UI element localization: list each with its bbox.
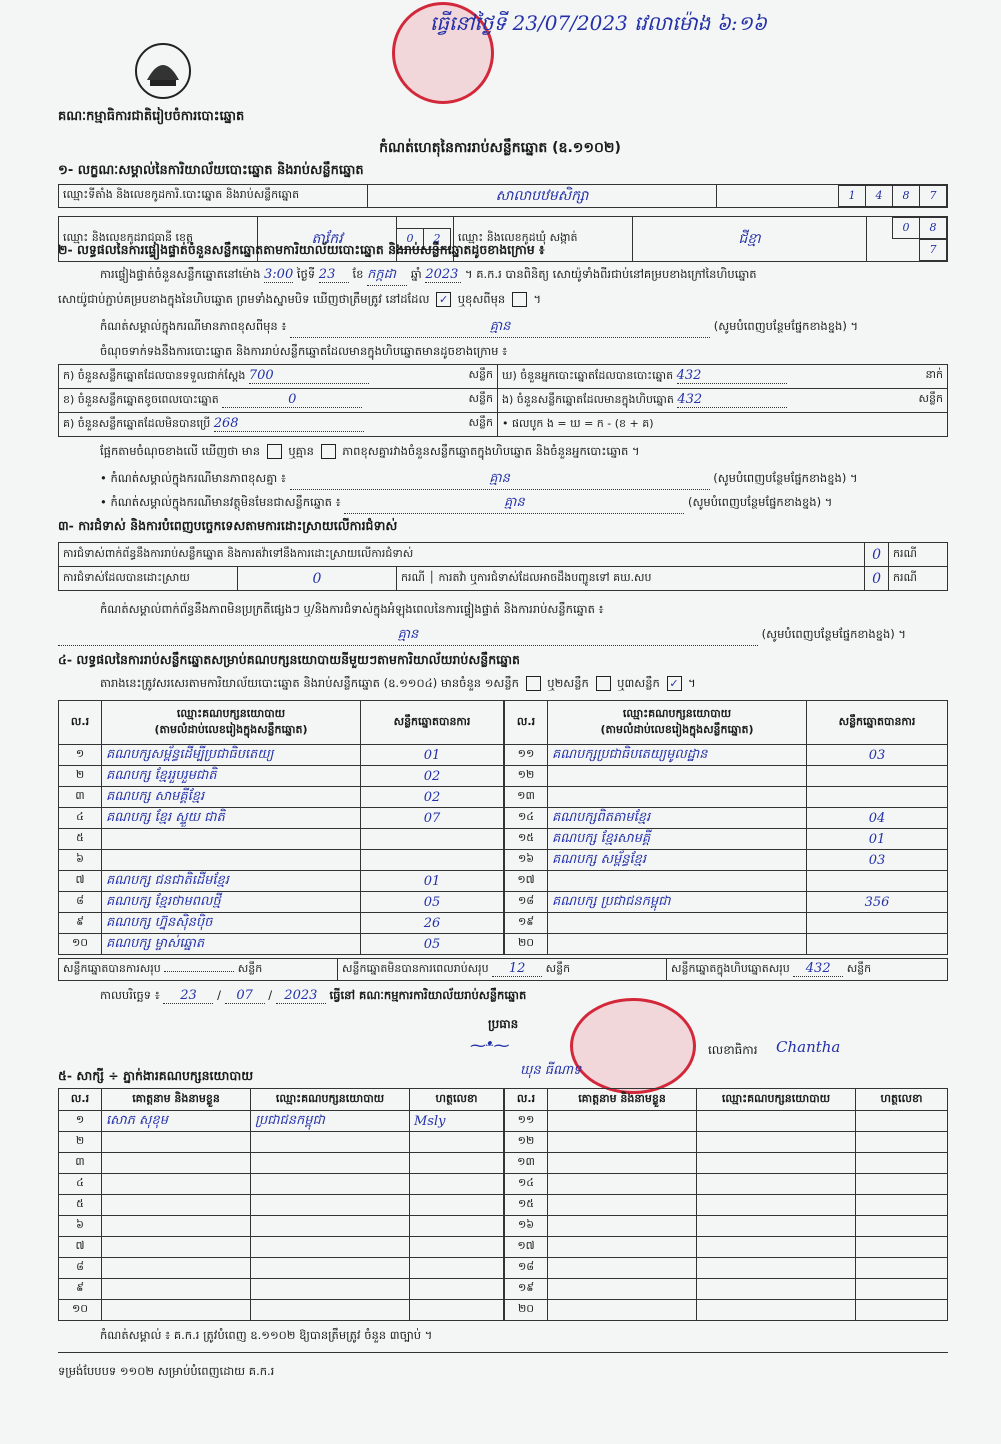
section5-heading: ៥- សាក្សី ÷ ភ្នាក់ងារគណបក្សនយោបាយ: [58, 1068, 254, 1083]
table-cell: Msly: [410, 1111, 504, 1132]
table-cell: [102, 829, 361, 850]
table-cell: 04: [807, 808, 948, 829]
table-cell: ១០: [59, 1300, 102, 1321]
table-row: [59, 1153, 504, 1174]
table-cell: [548, 1132, 697, 1153]
table-row: [505, 1216, 948, 1237]
s1-row2-label: ឈ្មោះ និងលេខកូដរាជធានី ខេត្ត: [59, 217, 258, 262]
s1-row1-label: ឈ្មោះទីតាំង និងលេខកូដការិ.បោះឆ្នោត និងរាប់សន្លឹកឆ្នោត: [59, 185, 368, 208]
table-cell: [251, 1237, 410, 1258]
footer-note: កំណត់សម្គាល់ ៖ គ.ក.រ ត្រូវបំពេញ ឧ.១១០២ ឱ្យបានត្រឹមត្រូវ ចំនួន ៣ច្បាប់ ។: [100, 1328, 433, 1342]
table-row: [59, 745, 504, 766]
table-row: [59, 1237, 504, 1258]
table-cell: [697, 1237, 856, 1258]
table-cell: ១៨: [505, 892, 548, 913]
table-cell: [251, 1258, 410, 1279]
table-cell: [410, 1237, 504, 1258]
table-cell: ៩: [59, 1279, 102, 1300]
table-row: [59, 850, 504, 871]
table-cell: ១៥: [505, 1195, 548, 1216]
table-cell: [102, 1132, 251, 1153]
s2-intro-counts: ចំណុចទាក់ទងនឹងការបោះឆ្នោត និងការរាប់សន្លឹកឆ្នោតដែលមានក្នុងហិបឆ្នោតមានដូចខាងក្រោម ៖: [100, 344, 508, 358]
compare-no-checkbox[interactable]: [321, 444, 336, 459]
s2-compare: ផ្អែកតាមចំណុចខាងលើ ឃើញថា មាន ឬគ្មាន ភាពខុសគ្នារវាងចំនួនសន្លឹកឆ្នោតក្នុងហិបឆ្នោត និងចំនួនអ្នកបោះឆ្នោត ។: [100, 444, 640, 458]
witness-table-left: ល.រ គោត្តនាម និងនាមខ្លួន ឈ្មោះគណបក្សនយោបាយ ហត្ថលេខា ១ សោភ សុខុម ប្រជាជនកម្ពុជា Msly ២ ៣ ៤ ៥ ៦ ៧ ៨ ៩ ១០: [58, 1088, 504, 1321]
table-cell: គណបក្ស ខ្មែរថាមពលថ្មី: [102, 892, 361, 913]
table-cell: ៤: [59, 808, 102, 829]
table-cell: ៣: [59, 1153, 102, 1174]
table-row: [505, 1153, 948, 1174]
table-cell: ៩: [59, 913, 102, 934]
table-cell: ៨: [59, 892, 102, 913]
table-cell: [548, 1153, 697, 1174]
table-row: [505, 1132, 948, 1153]
total-in-box: សន្លឹកឆ្នោតក្នុងហិបឆ្នោតសរុប 432 សន្លឹក: [667, 959, 948, 981]
count-a: ក) ចំនួនសន្លឹកឆ្នោតដែលបានទទួលជាក់ស្តែង 700 សន្លឹក: [59, 365, 498, 389]
table-row: [505, 766, 948, 787]
results-table-left: ល.រ ឈ្មោះគណបក្សនយោបាយ (តាមលំដាប់លេខរៀងក្នុងសន្លឹកឆ្នោត) សន្លឹកឆ្នោតបានការ ១ គណបក្សសម្ព័ន្ធដើម្បីប្រជាធិបតេយ្យ 01 ២ គណបក្ស ខ្មែររួបរួមជាតិ 02 ៣ គណបក្ស សាមគ្គីខ្មែរ 02 ៤ គណបក្ស ខ្មែរ ស្ទួយ ជាតិ 07 ៥ ៦ ៧ គណបក្ស ជនជាតិដើមខ្មែរ 01 ៨ គណបក្ស ខ្មែរថាមពលថ្មី 05 ៩ គណបក្ស ហ្វ៊ុនស៊ិនប៉ិច 26 ១០ គណបក្ស ម្ចាស់ឆ្នោត 05: [58, 700, 504, 955]
table-cell: គណបក្ស សម្ព័ន្ធខ្មែរ: [548, 850, 807, 871]
table-cell: [856, 1237, 948, 1258]
table-row: [505, 850, 948, 871]
table-cell: [697, 1279, 856, 1300]
table-cell: 07: [361, 808, 504, 829]
s2-bullet2: • កំណត់សម្គាល់ក្នុងករណីមានវត្ថុមិនមែនជាសន្លឹកឆ្នោត ៖ គ្មាន (សូមបំពេញបន្ថែមផ្នែកខាងខ្នង) ។: [100, 494, 832, 514]
table-cell: ១១: [505, 1111, 548, 1132]
table-row: [59, 892, 504, 913]
table-cell: [251, 1300, 410, 1321]
table-row: [505, 787, 948, 808]
s2-para1: ការផ្ទៀងផ្ទាត់ចំនួនសន្លឹកឆ្នោតនៅម៉ោង 3:00 ថ្ងៃទី 23 ខែ កក្កដា ឆ្នាំ 2023 ។ គ.ក.រ បានពិនិត្យ សោយ៉ូទាំងពីរជាប់នៅគម្របខាងក្រៅនៃហិបឆ្នោត: [100, 266, 757, 286]
committee-name: គណៈកម្មាធិការជាតិរៀបចំការបោះឆ្នោត: [58, 109, 245, 124]
table-cell: ១៧: [505, 1237, 548, 1258]
table-cell: [410, 1195, 504, 1216]
table-cell: ៨: [59, 1258, 102, 1279]
table-cell: [361, 829, 504, 850]
table-row: [59, 1195, 504, 1216]
count-formula: • ផលបូក ង = ឃ = ក - (ខ + គ): [498, 413, 948, 437]
table-cell: [102, 850, 361, 871]
table-cell: 03: [807, 850, 948, 871]
table-cell: [548, 1300, 697, 1321]
table-cell: គណបក្ស សាមគ្គីខ្មែរ: [102, 787, 361, 808]
table-cell: [410, 1300, 504, 1321]
table-row: [505, 1237, 948, 1258]
table-cell: ២០: [505, 1300, 548, 1321]
table-cell: [807, 787, 948, 808]
table-cell: ៧: [59, 1237, 102, 1258]
s3-row2-value: 0: [238, 567, 397, 591]
table-row: [505, 1174, 948, 1195]
footer-divider: [58, 1352, 948, 1353]
chair-signature: ⁓ᵜ⁓: [470, 1036, 510, 1055]
total-valid: សន្លឹកឆ្នោតបានការសរុប សន្លឹក: [59, 959, 338, 981]
table-cell: [697, 1153, 856, 1174]
s3-row1-value: 0: [865, 543, 889, 567]
table-row: [59, 913, 504, 934]
table-cell: [548, 1216, 697, 1237]
table-cell: [697, 1111, 856, 1132]
s1-row2-commune-value: ជីខ្មា: [633, 217, 867, 262]
sheets-1-checkbox[interactable]: [526, 676, 541, 691]
s2-bullet1: • កំណត់សម្គាល់ក្នុងករណីមានភាពខុសគ្នា ៖ គ្មាន (សូមបំពេញបន្ថែមផ្នែកខាងខ្នង) ។: [100, 470, 858, 490]
secretary-label: លេខាធិការ: [708, 1043, 758, 1057]
s1-row2-value: តាកែវ: [258, 217, 397, 262]
table-cell: ៥: [59, 1195, 102, 1216]
table-cell: គណបក្សពិតតាមខ្មែរ: [548, 808, 807, 829]
table-cell: 02: [361, 766, 504, 787]
table-row: [505, 1195, 948, 1216]
table-cell: 02: [361, 787, 504, 808]
section1-heading: ១- លក្ខណៈសម្គាល់នៃការិយាល័យបោះឆ្នោត និងរាប់សន្លឹកឆ្នោត: [58, 163, 364, 178]
s3-row2b-label: ករណី │ ការតវ៉ា ឬការជំទាស់ដែលអាចដឹងបញ្ជូនទៅ គឃ.សប: [397, 567, 865, 591]
table-row: [505, 1300, 948, 1321]
table-cell: [548, 913, 807, 934]
table-cell: [251, 1174, 410, 1195]
table-cell: [856, 1195, 948, 1216]
table-cell: 26: [361, 913, 504, 934]
s3-row2b-value: 0: [865, 567, 889, 591]
table-cell: [410, 1174, 504, 1195]
table-cell: [548, 934, 807, 955]
table-cell: ៦: [59, 1216, 102, 1237]
table-cell: 05: [361, 892, 504, 913]
s2-different-checkbox[interactable]: [512, 292, 527, 307]
table-cell: [251, 1195, 410, 1216]
table-cell: សោភ សុខុម: [102, 1111, 251, 1132]
s2-note: កំណត់សម្គាល់ក្នុងករណីមានភាពខុសពីមុន ៖ គ្មាន (សូមបំពេញបន្ថែមផ្នែកខាងខ្នង) ។: [100, 318, 948, 338]
table-cell: [856, 1279, 948, 1300]
table-row: [505, 913, 948, 934]
table-cell: 01: [807, 829, 948, 850]
table-row: [59, 1300, 504, 1321]
table-row: [505, 1279, 948, 1300]
counts-table: [58, 364, 948, 437]
table-cell: ១២: [505, 1132, 548, 1153]
handwritten-top-note: ធ្វើនៅថ្ងៃទី 23/07/2023 វេលាម៉ោង ៦:១៦: [430, 11, 767, 35]
table-cell: [807, 766, 948, 787]
witness-table-right: ល.រ គោត្តនាម និងនាមខ្លួន ឈ្មោះគណបក្សនយោបាយ ហត្ថលេខា ១១ ១២ ១៣ ១៤ ១៥ ១៦ ១៧ ១៨ ១៩ ២០: [504, 1088, 948, 1321]
sheets-3-checkbox[interactable]: ✓: [667, 676, 682, 691]
table-cell: [410, 1153, 504, 1174]
table-cell: ២: [59, 1132, 102, 1153]
table-cell: [410, 1279, 504, 1300]
table-cell: ៤: [59, 1174, 102, 1195]
count-e: ង) ចំនួនសន្លឹកឆ្នោតដែលមានក្នុងហិបឆ្នោត 432 សន្លឹក: [498, 389, 948, 413]
table-cell: [856, 1132, 948, 1153]
s2-same-checkbox[interactable]: ✓: [436, 292, 451, 307]
table-cell: [102, 1258, 251, 1279]
table-cell: ១៨: [505, 1258, 548, 1279]
table-cell: [102, 1216, 251, 1237]
s1-row1-value: សាលាបឋមសិក្សា: [368, 185, 717, 208]
table-row: [59, 1279, 504, 1300]
total-invalid: សន្លឹកឆ្នោតមិនបានការពេលរាប់សរុប 12 សន្លឹក: [338, 959, 667, 981]
form-title: កំណត់ហេតុនៃការរាប់សន្លឹកឆ្នោត (ឧ.១១០២): [379, 140, 621, 156]
table-row: [505, 871, 948, 892]
s3-note: គ្មាន (សូមបំពេញបន្ថែមផ្នែកខាងខ្នង) ។: [58, 626, 948, 646]
table-cell: គណបក្ស ខ្មែររួបរួមជាតិ: [102, 766, 361, 787]
table-row: [505, 808, 948, 829]
table-cell: [807, 934, 948, 955]
table-row: [505, 892, 948, 913]
table-cell: [697, 1216, 856, 1237]
table-row: [59, 829, 504, 850]
emblem-logo: [132, 40, 194, 102]
table-cell: ១៤: [505, 1174, 548, 1195]
table-cell: [697, 1195, 856, 1216]
table-cell: ១៦: [505, 850, 548, 871]
table-cell: [102, 1279, 251, 1300]
chair-name: ឃុន ធីណាទ: [520, 1063, 582, 1078]
table-cell: [697, 1132, 856, 1153]
count-b: ខ) ចំនួនសន្លឹកឆ្នោតខូចពេលបោះឆ្នោត 0 សន្លឹក: [59, 389, 498, 413]
table-cell: 05: [361, 934, 504, 955]
table-cell: [548, 871, 807, 892]
table-cell: គណបក្សសម្ព័ន្ធដើម្បីប្រជាធិបតេយ្យ: [102, 745, 361, 766]
table-cell: [548, 766, 807, 787]
section3-table: ការជំទាស់ពាក់ព័ន្ធនឹងការរាប់សន្លឹកឆ្នោត និងការតវ៉ាទៅនឹងការដោះស្រាយលើការជំទាស់ 0 ករណី ការជំទាស់ដែលបានដោះស្រាយ 0 ករណី │ ការតវ៉ា ឬការជំទាស់ដែលអាចដឹងបញ្ជូនទៅ គឃ.សប 0 ករណី: [58, 542, 948, 591]
s4-intro: តារាងនេះត្រូវសរសេរតាមការិយាល័យបោះឆ្នោត និងរាប់សន្លឹកឆ្នោត (ឧ.១១០៤) មានចំនួន ១សន្លឹក ឬ២សន្លឹក ឬ៣សន្លឹក ✓ ។: [100, 676, 696, 690]
s2-para2: សោយ៉ូជាប់ភ្ជាប់គម្របខាងក្នុងនៃហិបឆ្នោត ព្រមទាំងស្នាមបិទ ឃើញថាត្រឹមត្រូវ នៅដដែល ✓ ឬខុសពីមុន ។: [58, 292, 542, 306]
table-cell: [251, 1216, 410, 1237]
table-cell: ៦: [59, 850, 102, 871]
table-cell: ៣: [59, 787, 102, 808]
table-cell: [697, 1300, 856, 1321]
table-cell: ១៤: [505, 808, 548, 829]
table-row: [505, 1111, 948, 1132]
table-row: [59, 808, 504, 829]
table-cell: ១៥: [505, 829, 548, 850]
table-cell: គណបក្ស ប្រជាជនកម្ពុជា: [548, 892, 807, 913]
table-cell: គណបក្ស ខ្មែរសាមគ្គី: [548, 829, 807, 850]
section2-heading: ២- លទ្ធផលនៃការផ្ទៀងផ្ទាត់ចំនួនសន្លឹកឆ្នោតតាមការិយាល័យបោះឆ្នោត និងរាប់សន្លឹកឆ្នោតដូចខាងក្រោម ៖: [58, 242, 545, 257]
table-cell: [856, 1111, 948, 1132]
table-cell: ៥: [59, 829, 102, 850]
s1-row2-commune-label: ឈ្មោះ និងលេខកូដឃុំ សង្កាត់: [454, 217, 633, 262]
table-cell: [102, 1174, 251, 1195]
table-cell: ១៦: [505, 1216, 548, 1237]
table-cell: [856, 1258, 948, 1279]
count-d: ឃ) ចំនួនអ្នកបោះឆ្នោតដែលបានបោះឆ្នោត 432 នាក់: [498, 365, 948, 389]
footer-form: ទម្រង់បែបបទ ១១០២ សម្រាប់បំពេញដោយ គ.ក.រ: [58, 1364, 275, 1378]
s1-row2-commune-code: 0 87: [867, 217, 948, 262]
table-cell: [548, 1279, 697, 1300]
table-cell: [548, 1111, 697, 1132]
table-cell: [102, 1153, 251, 1174]
table-cell: គណបក្ស ម្ចាស់ឆ្នោត: [102, 934, 361, 955]
table-cell: គណបក្ស ហ្វ៊ុនស៊ិនប៉ិច: [102, 913, 361, 934]
table-cell: [548, 1174, 697, 1195]
s3-row2-label: ការជំទាស់ដែលបានដោះស្រាយ: [59, 567, 238, 591]
table-row: [59, 1258, 504, 1279]
s3-row1-label: ការជំទាស់ពាក់ព័ន្ធនឹងការរាប់សន្លឹកឆ្នោត និងការតវ៉ាទៅនឹងការដោះស្រាយលើការជំទាស់: [59, 543, 865, 567]
table-cell: [548, 1258, 697, 1279]
table-cell: ប្រជាជនកម្ពុជា: [251, 1111, 410, 1132]
table-cell: [856, 1300, 948, 1321]
s1-row2-code: 0 2: [397, 217, 454, 262]
table-cell: គណបក្សប្រជាធិបតេយ្យមូលដ្ឋាន: [548, 745, 807, 766]
table-cell: ១៣: [505, 1153, 548, 1174]
official-stamp-bottom: [570, 998, 696, 1094]
table-row: [59, 1132, 504, 1153]
table-cell: [251, 1132, 410, 1153]
table-cell: [548, 1195, 697, 1216]
table-cell: 356: [807, 892, 948, 913]
table-row: [59, 1174, 504, 1195]
totals-row: [58, 958, 948, 981]
table-cell: ១១: [505, 745, 548, 766]
table-row: [59, 766, 504, 787]
table-cell: ២: [59, 766, 102, 787]
s4-date: កាលបរិច្ឆេទ ៖ 23 / 07 / 2023 ធ្វើនៅ គណៈកម្មការការិយាល័យរាប់សន្លឹកឆ្នោត: [100, 988, 527, 1003]
table-cell: [548, 1237, 697, 1258]
table-cell: [697, 1258, 856, 1279]
table-cell: ១៩: [505, 1279, 548, 1300]
table-cell: គណបក្ស ខ្មែរ ស្ទួយ ជាតិ: [102, 808, 361, 829]
table-cell: ១: [59, 745, 102, 766]
table-row: [59, 787, 504, 808]
table-cell: 01: [361, 745, 504, 766]
table-cell: ២០: [505, 934, 548, 955]
count-c: គ) ចំនួនសន្លឹកឆ្នោតដែលមិនបានប្រើ 268 សន្លឹក: [59, 413, 498, 437]
table-cell: [548, 787, 807, 808]
section3-heading: ៣- ការជំទាស់ និងការបំពេញបច្ចេកទេសតាមការដោះស្រាយលើការជំទាស់: [58, 518, 398, 533]
table-cell: ១០: [59, 934, 102, 955]
compare-yes-checkbox[interactable]: [267, 444, 282, 459]
s1-row1-code: 1 4 8 7: [717, 185, 948, 208]
section1-table: [58, 184, 948, 208]
table-cell: 03: [807, 745, 948, 766]
s3-note-label: កំណត់សម្គាល់ពាក់ព័ន្ធនឹងភាពមិនប្រក្រតីផ្សេងៗ ឬ/និងការជំទាស់ក្នុងអំឡុងពេលនៃការផ្ទៀងផ្ទាត់ និងការរាប់សន្លឹកឆ្នោត ៖: [100, 602, 604, 616]
section4-heading: ៤- លទ្ធផលនៃការរាប់សន្លឹកឆ្នោតសម្រាប់គណបក្សនយោបាយនីមួយៗតាមការិយាល័យរាប់សន្លឹកឆ្នោត: [58, 652, 520, 667]
table-row: [59, 1111, 504, 1132]
table-row: [59, 934, 504, 955]
table-cell: ១២: [505, 766, 548, 787]
table-cell: [410, 1132, 504, 1153]
table-row: [505, 829, 948, 850]
table-cell: [807, 871, 948, 892]
table-cell: [251, 1153, 410, 1174]
table-row: [59, 1216, 504, 1237]
table-cell: 01: [361, 871, 504, 892]
table-cell: [807, 913, 948, 934]
table-row: [505, 934, 948, 955]
table-cell: [856, 1153, 948, 1174]
secretary-name: Chantha: [776, 1038, 841, 1056]
sheets-2-checkbox[interactable]: [596, 676, 611, 691]
table-cell: [102, 1237, 251, 1258]
table-cell: [102, 1300, 251, 1321]
table-cell: [697, 1174, 856, 1195]
table-cell: [856, 1174, 948, 1195]
table-cell: ១: [59, 1111, 102, 1132]
table-cell: ៧: [59, 871, 102, 892]
table-row: [59, 871, 504, 892]
table-cell: [410, 1258, 504, 1279]
table-cell: [251, 1279, 410, 1300]
table-cell: គណបក្ស ជនជាតិដើមខ្មែរ: [102, 871, 361, 892]
table-cell: [856, 1216, 948, 1237]
table-row: [505, 1258, 948, 1279]
table-cell: ១៧: [505, 871, 548, 892]
table-cell: ១៣: [505, 787, 548, 808]
table-cell: [410, 1216, 504, 1237]
table-cell: [102, 1195, 251, 1216]
table-cell: ១៩: [505, 913, 548, 934]
results-table-right: ល.រ ឈ្មោះគណបក្សនយោបាយ (តាមលំដាប់លេខរៀងក្នុងសន្លឹកឆ្នោត) សន្លឹកឆ្នោតបានការ ១១ គណបក្សប្រជាធិបតេយ្យមូលដ្ឋាន 03 ១២ ១៣ ១៤ គណបក្សពិតតាមខ្មែរ 04 ១៥ គណបក្ស ខ្មែរសាមគ្គី 01 ១៦ គណបក្ស សម្ព័ន្ធខ្មែរ 03 ១៧ ១៨ គណបក្ស ប្រជាជនកម្ពុជា 356 ១៩ ២០: [504, 700, 948, 955]
chair-label: ប្រធាន: [488, 1017, 519, 1031]
table-row: [505, 745, 948, 766]
table-cell: [361, 850, 504, 871]
